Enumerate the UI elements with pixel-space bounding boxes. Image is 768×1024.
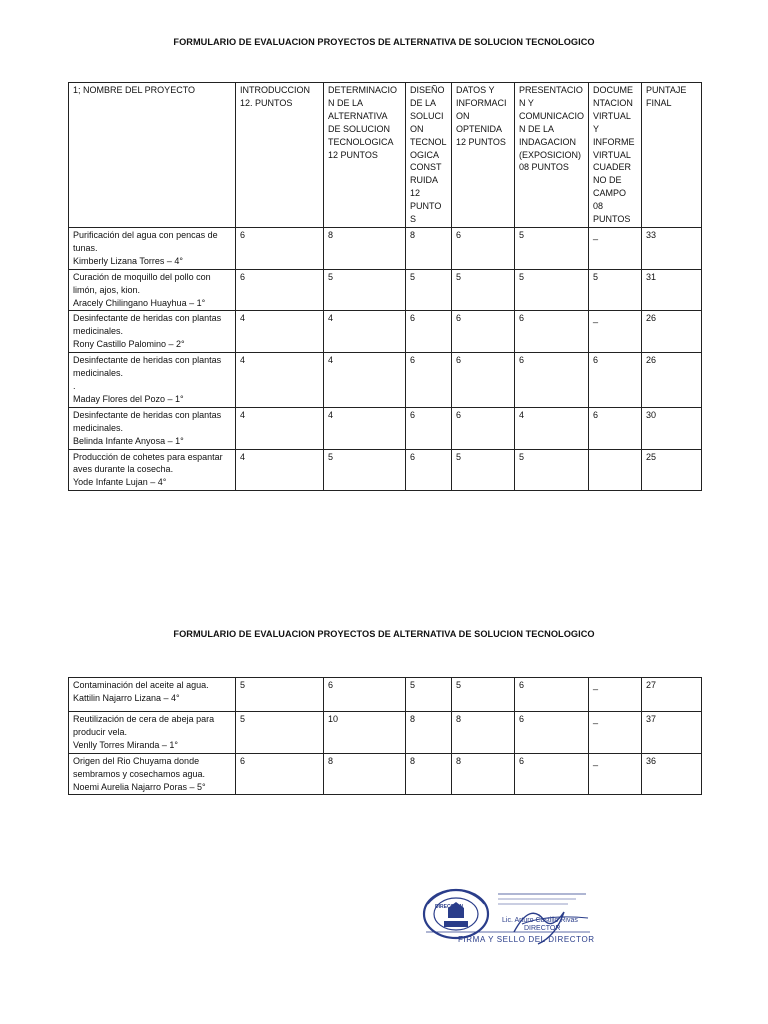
score-cell: 5 [515, 228, 589, 270]
score-cell: 5 [236, 712, 324, 754]
score-cell: 6 [515, 353, 589, 408]
score-cell: 6 [406, 407, 452, 449]
score-cell: 8 [452, 712, 515, 754]
table-row [69, 228, 702, 270]
header-cell: PRESENTACION Y COMUNICACION DE LA INDAGACION (EXPOSICION) 08 PUNTOS [515, 83, 589, 228]
student-name: Yode Infante Lujan – 4° [73, 477, 167, 488]
score-cell: _ [589, 753, 642, 795]
table-row [69, 678, 702, 712]
score-cell: 5 [452, 678, 515, 712]
score-cell: _ [589, 678, 642, 712]
student-name: Maday Flores del Pozo – 1° [73, 393, 184, 404]
table-row [69, 311, 702, 353]
score-cell: 4 [236, 353, 324, 408]
table-row [69, 269, 702, 311]
score-cell: 8 [324, 753, 406, 795]
score-cell: 6 [589, 353, 642, 408]
project-extra: . [73, 380, 76, 391]
stamp-text: DIRECCION [435, 904, 464, 910]
project-name: Purificación del agua con pencas de tunas. [73, 230, 218, 253]
score-cell: 6 [515, 753, 589, 795]
director-name: Lic. Arturo Castillo Rivas [502, 917, 578, 924]
total-cell: 30 [642, 407, 702, 449]
score-cell: 5 [406, 678, 452, 712]
project-cell [69, 449, 236, 491]
score-cell: 5 [452, 269, 515, 311]
table-row [69, 353, 702, 408]
table-row [69, 449, 702, 491]
project-name: Contaminación del aceite al agua. [73, 680, 209, 690]
total-cell: 33 [642, 228, 702, 270]
table-row [69, 407, 702, 449]
score-cell: _ [589, 311, 642, 353]
project-cell [69, 407, 236, 449]
header-row [69, 83, 702, 228]
score-cell: 8 [452, 753, 515, 795]
score-cell: 8 [324, 228, 406, 270]
form-title-second: FORMULARIO DE EVALUACION PROYECTOS DE ALTERNATIVA DE SOLUCION TECNOLOGICO [173, 629, 595, 639]
score-cell: 5 [515, 449, 589, 491]
score-cell: 6 [452, 228, 515, 270]
total-cell: 26 [642, 353, 702, 408]
signature-caption: FIRMA Y SELLO DEL DIRECTOR [458, 935, 595, 944]
student-name: Kattilin Najarro Lizana – 4° [73, 692, 180, 703]
total-cell: 36 [642, 753, 702, 795]
score-cell: 10 [324, 712, 406, 754]
score-cell: 8 [406, 228, 452, 270]
score-cell: 5 [452, 449, 515, 491]
score-cell: 6 [515, 712, 589, 754]
project-cell [69, 269, 236, 311]
score-cell: 5 [515, 269, 589, 311]
score-cell: 5 [589, 269, 642, 311]
total-cell: 37 [642, 712, 702, 754]
header-cell: 1; NOMBRE DEL PROYECTO [69, 83, 236, 228]
score-cell: 6 [236, 228, 324, 270]
total-cell: 31 [642, 269, 702, 311]
score-cell: 6 [406, 311, 452, 353]
header-cell: DISEÑO DE LA SOLUCION TECNOLOGICA CONSTRUIDA 12 PUNTOS [406, 83, 452, 228]
evaluation-table-1 [68, 82, 702, 491]
student-name: Venlly Torres Miranda – 1° [73, 739, 178, 750]
evaluation-table-2 [68, 677, 702, 795]
director-role: DIRECTOR [524, 925, 561, 932]
project-cell [69, 712, 236, 754]
project-cell [69, 228, 236, 270]
score-cell: 6 [406, 353, 452, 408]
project-name: Reutilización de cera de abeja para producir vela. [73, 714, 215, 737]
score-cell: 6 [324, 678, 406, 712]
project-cell [69, 753, 236, 795]
director-stamp [418, 884, 598, 956]
project-name: Desinfectante de heridas con plantas medicinales. [73, 355, 222, 379]
score-cell: 6 [452, 311, 515, 353]
score-cell: 4 [236, 311, 324, 353]
header-cell: PUNTAJE FINAL [642, 83, 702, 228]
header-cell: DATOS Y INFORMACION OPTENIDA 12 PUNTOS [452, 83, 515, 228]
total-cell: 26 [642, 311, 702, 353]
total-cell: 27 [642, 678, 702, 712]
score-cell: 5 [406, 269, 452, 311]
score-cell: 6 [236, 269, 324, 311]
score-cell: 4 [236, 407, 324, 449]
student-name: Belinda Infante Anyosa – 1° [73, 435, 184, 446]
score-cell: 8 [406, 712, 452, 754]
score-cell: 4 [236, 449, 324, 491]
form-title: FORMULARIO DE EVALUACION PROYECTOS DE ALTERNATIVA DE SOLUCION TECNOLOGICO [173, 37, 595, 47]
student-name: Noemi Aurelia Najarro Poras – 5° [73, 781, 206, 792]
score-cell: 6 [452, 407, 515, 449]
header-cell: INTRODUCCION 12. PUNTOS [236, 83, 324, 228]
project-name: Producción de cohetes para espantar aves durante la cosecha. [73, 451, 223, 475]
score-cell: 5 [324, 269, 406, 311]
project-cell [69, 353, 236, 408]
score-cell: 6 [406, 449, 452, 491]
score-cell: 6 [515, 311, 589, 353]
project-name: Curación de moquillo del pollo con limón, ajos, kion. [73, 271, 211, 295]
student-name: Rony Castillo Palomino – 2° [73, 339, 185, 350]
score-cell: 6 [452, 353, 515, 408]
total-cell: 25 [642, 449, 702, 491]
student-name: Kimberly Lizana Torres – 4° [73, 255, 183, 266]
score-cell: 4 [324, 407, 406, 449]
score-cell: 4 [324, 353, 406, 408]
score-cell: _ [589, 228, 642, 270]
score-cell: 8 [406, 753, 452, 795]
score-cell: 5 [236, 678, 324, 712]
score-cell [589, 449, 642, 491]
project-name: Desinfectante de heridas con plantas medicinales. [73, 409, 222, 433]
score-cell: 6 [515, 678, 589, 712]
score-cell: 6 [589, 407, 642, 449]
project-cell [69, 311, 236, 353]
score-cell: 5 [324, 449, 406, 491]
header-cell: DETERMINACION DE LA ALTERNATIVA DE SOLUCION TECNOLOGICA 12 PUNTOS [324, 83, 406, 228]
score-cell: 6 [236, 753, 324, 795]
table-row [69, 712, 702, 754]
project-name: Desinfectante de heridas con plantas medicinales. [73, 313, 222, 337]
header-cell: DOCUMENTACION VIRTUAL Y INFORME VIRTUAL CUADERNO DE CAMPO 08 PUNTOS [589, 83, 642, 228]
score-cell: 4 [324, 311, 406, 353]
table-row [69, 753, 702, 795]
student-name: Aracely Chilingano Huayhua – 1° [73, 297, 206, 308]
score-cell: 4 [515, 407, 589, 449]
score-cell: _ [589, 712, 642, 754]
project-cell [69, 678, 236, 712]
project-name: Origen del Rio Chuyama donde sembramos y cosechamos agua. [73, 755, 206, 779]
